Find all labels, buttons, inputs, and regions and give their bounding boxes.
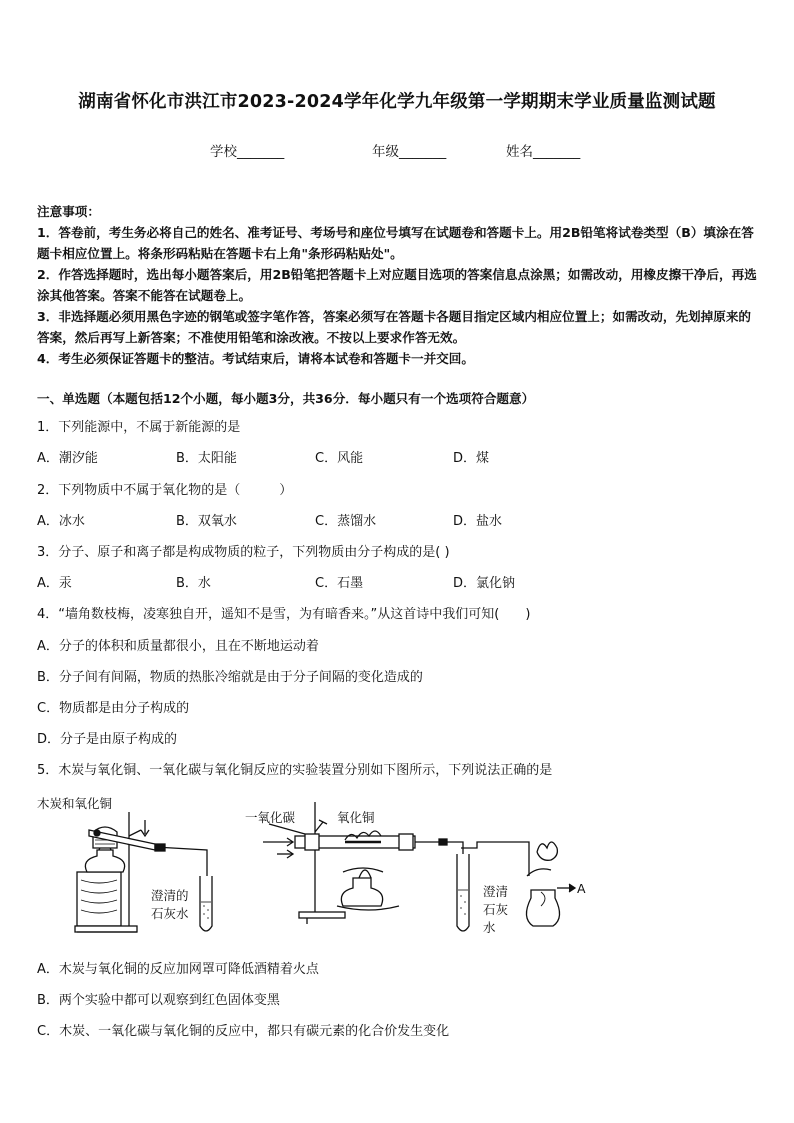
notice-item-2: 2．作答选择题时，选出每小题答案后，用2B铅笔把答题卡上对应题目选项的答案信息点涂黑；如需改动，用橡皮擦干净后，再选涂其他答案。答案不能答在试题卷上。 bbox=[37, 267, 757, 303]
notice-heading: 注意事项： bbox=[37, 204, 100, 219]
q5-option-c: C．木炭、一氧化碳与氧化铜的反应中，都只有碳元素的化合价发生变化 bbox=[37, 1024, 450, 1039]
q4-option-d: D．分子是由原子构成的 bbox=[37, 732, 178, 747]
notice-item-1: 1．答卷前，考生务必将自己的姓名、准考证号、考场号和座位号填写在试题卷和答题卡上。用2B铅笔将试卷类型（B）填涂在答题卡相应位置上。将条形码粘贴在答题卡右上角"条形码粘贴处"。 bbox=[37, 225, 754, 261]
label-cuo: 氧化铜 bbox=[337, 810, 375, 825]
question-1-stem: 1．下列能源中，不属于新能源的是 bbox=[37, 420, 241, 435]
q4-option-c: C．物质都是由分子构成的 bbox=[37, 701, 190, 716]
question-2-stem: 2．下列物质中不属于氧化物的是（ ） bbox=[37, 483, 293, 498]
label-a: A bbox=[577, 881, 586, 896]
q5-option-b: B．两个实验中都可以观察到红色固体变黑 bbox=[37, 993, 280, 1008]
label-limewater-left-1: 澄清的 bbox=[151, 888, 189, 903]
q5-option-a: A．木炭与氧化铜的反应加网罩可降低酒精着火点 bbox=[37, 962, 319, 977]
alcohol-lamp-left bbox=[85, 850, 124, 872]
label-limewater-left-2: 石灰水 bbox=[151, 906, 189, 921]
question-3-stem: 3．分子、原子和离子都是构成物质的粒子，下列物质由分子构成的是( ) bbox=[37, 545, 450, 560]
q4-option-b: B．分子间有间隔，物质的热胀冷缩就是由于分子间隔的变化造成的 bbox=[37, 670, 423, 685]
q3-option-c: C．石墨 bbox=[315, 576, 364, 591]
q1-option-a: A．潮汐能 bbox=[37, 451, 98, 466]
q2-option-c: C．蒸馏水 bbox=[315, 514, 377, 529]
alcohol-lamp-a bbox=[526, 890, 559, 926]
label-limewater-right-1: 澄清 bbox=[483, 884, 509, 899]
label-limewater-right-3: 水 bbox=[483, 920, 496, 935]
name-field: 姓名_______ bbox=[506, 144, 581, 160]
q1-option-d: D．煤 bbox=[453, 451, 490, 466]
limewater-tube-right bbox=[457, 854, 469, 931]
q4-option-a: A．分子的体积和质量都很小，且在不断地运动着 bbox=[37, 639, 319, 654]
wood-block bbox=[77, 872, 121, 926]
apparatus-figure bbox=[37, 792, 597, 942]
q2-option-d: D．盐水 bbox=[453, 514, 503, 529]
q2-option-a: A．冰水 bbox=[37, 514, 85, 529]
label-co: 一氧化碳 bbox=[245, 810, 296, 825]
notice-item-3: 3．非选择题必须用黑色字迹的钢笔或签字笔作答，答案必须写在答题卡各题目指定区域内相应位置上；如需改动，先划掉原来的答案，然后再写上新答案；不准使用铅笔和涂改液。不按以上要求作答无效。 bbox=[37, 309, 752, 345]
section-heading: 一、单选题（本题包括12个小题，每小题3分，共36分．每小题只有一个选项符合题意） bbox=[37, 391, 535, 406]
alcohol-lamp-right bbox=[341, 878, 382, 906]
page-title: 湖南省怀化市洪江市2023-2024学年化学九年级第一学期期末学业质量监测试题 bbox=[78, 92, 716, 112]
q3-option-a: A．汞 bbox=[37, 576, 72, 591]
q2-option-b: B．双氧水 bbox=[176, 514, 237, 529]
q1-option-c: C．风能 bbox=[315, 451, 364, 466]
q3-option-d: D．氯化钠 bbox=[453, 576, 516, 591]
q3-option-b: B．水 bbox=[176, 576, 211, 591]
question-5-stem: 5．木炭与氧化铜、一氧化碳与氧化铜反应的实验装置分别如下图所示，下列说法正确的是 bbox=[37, 763, 553, 778]
notice-item-4: 4．考生必须保证答题卡的整洁。考试结束后，请将本试卷和答题卡一并交回。 bbox=[37, 351, 474, 366]
school-field: 学校_______ bbox=[210, 144, 285, 160]
grade-field: 年级_______ bbox=[372, 144, 447, 160]
question-4-stem: 4．“墙角数枝梅，凌寒独自开，遥知不是雪，为有暗香来。”从这首诗中我们可知( ) bbox=[37, 607, 531, 622]
limewater-tube-left bbox=[200, 876, 212, 931]
label-carbon-cuo: 木炭和氧化铜 bbox=[37, 796, 113, 811]
q1-option-b: B．太阳能 bbox=[176, 451, 237, 466]
label-limewater-right-2: 石灰 bbox=[483, 902, 509, 917]
